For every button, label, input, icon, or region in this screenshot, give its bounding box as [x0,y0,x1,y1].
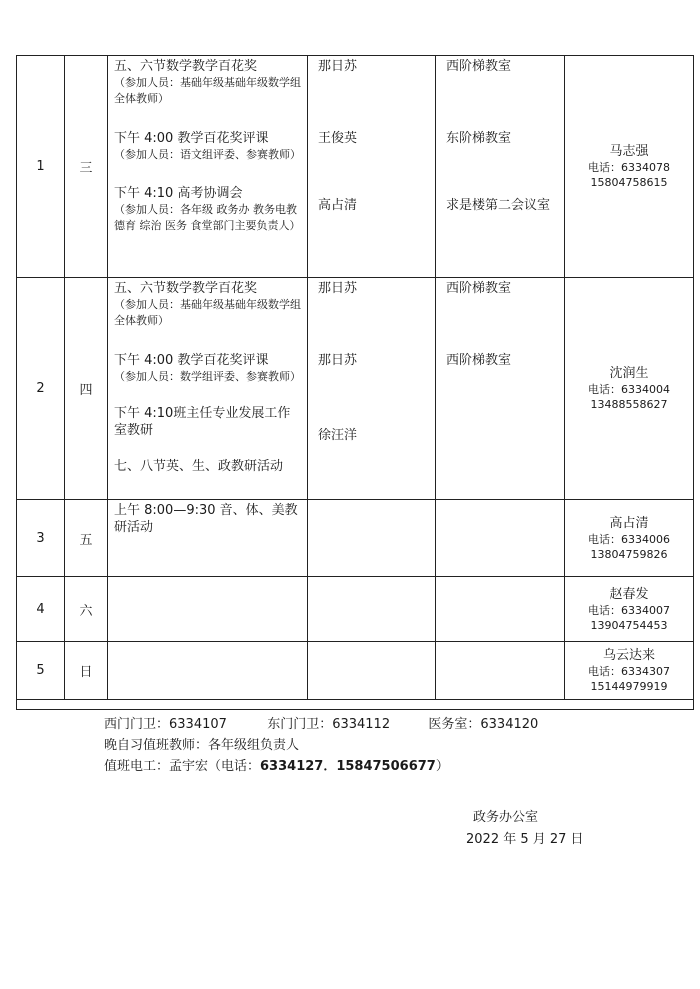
event-item [108,403,307,439]
locations-cell [436,642,565,700]
event-title: 下午 4:00 教学百花奖评课 [114,353,269,368]
person-in-charge: 那日苏 [318,353,358,368]
duty-name: 高占清 [609,515,649,531]
table-row [17,577,694,642]
table-row [17,642,694,700]
table-row [17,56,694,278]
issuing-office: 政务办公室 [473,810,539,825]
row-number: 2 [17,278,65,500]
person-in-charge: 那日苏 [318,281,358,296]
event-participants: （参加人员：各年级 政务办 教务电教 德育 综治 医务 食堂部门主要负责人） [114,203,301,232]
event-participants: （参加人员：基础年级基础年级数学组全体教师） [114,298,301,327]
events-cell [108,56,308,278]
person-in-charge: 徐汪洋 [318,428,358,443]
duty-name: 乌云达来 [602,648,655,663]
locations-cell [436,278,565,500]
duty-mobile: 13488558627 [590,398,668,411]
event-title: 上午 8:00—9:30 音、体、美教研活动 [114,503,298,535]
location: 西阶梯教室 [446,353,512,368]
event-title: 下午 4:10 高考协调会 [114,186,243,201]
duty-mobile: 15144979919 [590,680,668,693]
weekday: 六 [65,577,108,642]
events-cell [108,642,308,700]
person-in-charge: 那日苏 [318,59,358,74]
locations-cell [436,577,565,642]
duty-name: 赵春发 [609,586,649,602]
event-title: 七、八节英、生、政教研活动 [114,459,284,474]
persons-cell [308,642,436,700]
duty-phone: 电话：6334004 [588,383,670,396]
event-title: 五、六节数学教学百花奖 [114,59,258,74]
footer-gates [104,713,538,732]
event-item [108,350,307,385]
duty-mobile: 13904754453 [590,618,668,632]
location: 求是楼第二会议室 [446,198,551,213]
row-number: 5 [17,642,65,700]
person-in-charge: 高占清 [318,198,358,213]
duty-mobile: 13804759826 [590,547,668,561]
event-item [108,183,307,234]
duty-contact-cell [565,56,694,278]
event-title: 五、六节数学教学百花奖 [114,281,258,296]
location: 西阶梯教室 [446,59,512,74]
event-participants: （参加人员：基础年级基础年级数学组全体教师） [114,76,301,105]
duty-phone: 电话：6334007 [588,603,670,617]
schedule-table [16,55,694,710]
events-cell [108,278,308,500]
duty-phone: 电话：6334078 [588,161,670,174]
event-title: 下午 4:00 教学百花奖评课 [114,131,269,146]
location: 西阶梯教室 [446,281,512,296]
event-item [108,500,307,536]
east-gate-phone: 东门门卫：6334112 [267,717,391,732]
locations-cell [436,56,565,278]
duty-contact-cell [565,577,694,642]
weekday: 五 [65,500,108,577]
duty-contact-cell [565,642,694,700]
duty-phone: 电话：6334006 [588,532,670,546]
events-cell [108,500,308,577]
table-row [17,278,694,500]
event-participants: （参加人员：语文组评委、参赛教师） [114,148,301,161]
event-item [108,128,307,163]
persons-cell [308,577,436,642]
duty-name: 沈润生 [609,366,649,381]
row-number: 1 [17,56,65,278]
duty-name: 马志强 [609,144,649,159]
table-trailer [17,700,694,710]
persons-cell [308,56,436,278]
issue-date: 2022 年 5 月 27 日 [466,832,584,847]
locations-cell [436,500,565,577]
event-title: 下午 4:10班主任专业发展工作室教研 [114,406,291,438]
weekday: 四 [65,278,108,500]
events-cell [108,577,308,642]
clinic-phone: 医务室：6334120 [428,717,539,732]
electrician-phone: 6334127．15847506677 [260,759,436,774]
row-number: 4 [17,577,65,642]
duty-contact-cell [565,500,694,577]
event-participants: （参加人员：数学组评委、参赛教师） [114,370,301,383]
electrician-close: ） [435,759,449,774]
duty-mobile: 15804758615 [590,176,668,189]
event-item [108,456,307,475]
table-row [17,700,694,710]
evening-duty: 晚自习值班教师：各年级组负责人 [104,738,300,753]
event-item [108,56,307,107]
persons-cell [308,278,436,500]
duty-phone: 电话：6334307 [588,665,670,678]
location: 东阶梯教室 [446,131,512,146]
row-number: 3 [17,500,65,577]
person-in-charge: 王俊英 [318,131,358,146]
weekday: 日 [65,642,108,700]
persons-cell [308,500,436,577]
weekday: 三 [65,56,108,278]
event-item [108,278,307,329]
duty-contact-cell [565,278,694,500]
west-gate-phone: 西门门卫：6334107 [104,717,227,732]
electrician-label: 值班电工：孟宇宏（电话： [104,759,261,774]
table-row [17,500,694,577]
electrician-duty [104,755,449,774]
